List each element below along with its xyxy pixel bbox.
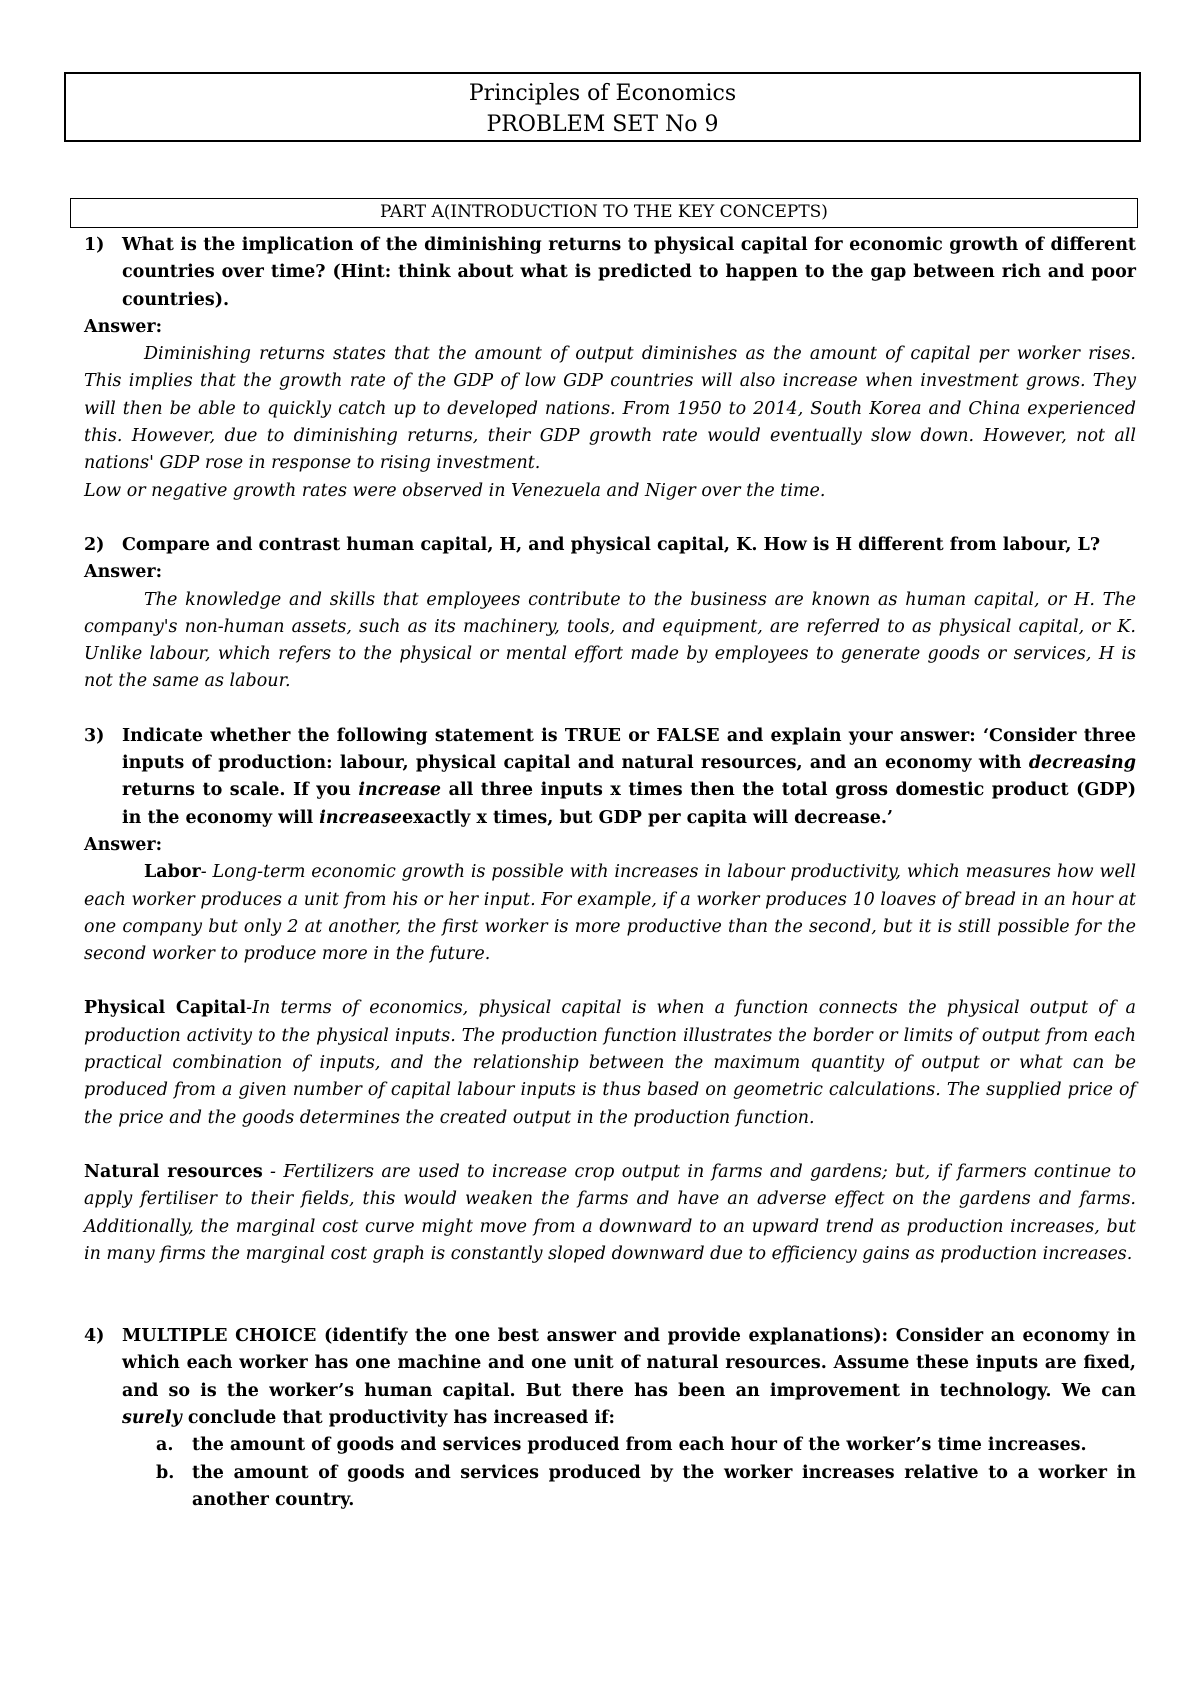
answer-label: Answer: (84, 562, 163, 583)
natural-resources-heading: Natural resources (84, 1161, 263, 1182)
option-letter: b. (156, 1462, 175, 1483)
option-letter: a. (156, 1435, 174, 1456)
option-b (156, 1460, 1136, 1515)
option-text: the amount of goods and services produced by the worker increases relative to a worker in another country. (192, 1462, 1136, 1510)
question-text-part: MULTIPLE CHOICE (identify the one best answer and provide explanations): Consider an economy in which each worker has one machine and one unit of natural resources. Assume these inputs are fixed, and so is the worker’s human capital. But there has been an improvement in technology. We can (122, 1326, 1136, 1401)
question-text (122, 1323, 1136, 1432)
question-4 (84, 1323, 1136, 1432)
question-text: What is the implication of the diminishing returns to physical capital for economic growth of different countries over time? (Hint: think about what is predicted to happen to the gap between rich and poor countries). (122, 235, 1136, 310)
question-1 (84, 232, 1136, 314)
answer-3-physical-capital (84, 995, 1136, 1131)
document-title-box (64, 72, 1141, 142)
labor-heading: Labor (144, 862, 201, 883)
natural-resources-text: - Fertilizers are used to increase crop output in farms and gardens; but, if farmers continue to apply fertiliser to their fields, this would weaken the farms and have an adverse effect on the gardens and farms. Additionally, the marginal cost curve might move from a downward to an upward trend as production increases, but in many firms the marginal cost graph is constantly sloped downward due to efficiency gains as production increases. (84, 1161, 1136, 1264)
question-text-part: all three inputs x times then the total gross domestic product (GDP) in the economy will (122, 780, 1136, 828)
question-emphasis: surely (122, 1407, 182, 1428)
question-emphasis: increase (358, 780, 442, 801)
question-number: 4) (84, 1326, 105, 1347)
spacer (84, 1268, 1136, 1323)
option-a (156, 1432, 1136, 1459)
question-number: 3) (84, 725, 105, 746)
spacer (84, 696, 1136, 723)
spacer (84, 1132, 1136, 1159)
answer-label: Answer: (84, 834, 163, 855)
answer-1-paragraph-2: Low or negative growth rates were observed in Venezuela and Niger over the time. (84, 480, 826, 501)
spacer (84, 968, 1136, 995)
question-text-part: conclude that productivity has increased if: (181, 1407, 616, 1428)
physical-capital-heading: Physical Capital (84, 998, 247, 1019)
question-text-part: Indicate whether the following statement is TRUE or FALSE and explain your answer: ‘Consider three inputs of production: labour, physical capital and natural resources, and an economy with (122, 725, 1136, 774)
question-number: 1) (84, 235, 105, 255)
problem-set-title: PROBLEM SET No 9 (486, 112, 719, 137)
question-text: Compare and contrast human capital, H, and physical capital, K. How is H different from labour, L? (122, 534, 1101, 555)
answer-1-paragraph-1: Diminishing returns states that the amount of output diminishes as the amount of capital per worker rises. This implies that the growth rate of the GDP of low GDP countries will also increase when investment grows. They will then be able to quickly catch up to developed nations. From 1950 to 2014, South Korea and China experienced this. However, due to diminishing returns, their GDP growth rate would eventually slow down. However, not all nations' GDP rose in response to rising investment. (84, 344, 1136, 474)
labor-text: - Long-term economic growth is possible with increases in labour productivity, which measures how well each worker produces a unit from his or her input. For example, if a worker produces 10 loaves of bread in an hour at one company but only 2 at another, the first worker is more productive than the second, but it is still possible for the second worker to produce more in the future. (84, 862, 1136, 965)
question-number: 2) (84, 534, 105, 555)
spacer (84, 505, 1136, 532)
document-body (84, 232, 1136, 1514)
course-title: Principles of Economics (468, 81, 737, 106)
answer-3-natural-resources (84, 1159, 1136, 1268)
answer-2-paragraph: The knowledge and skills that employees contribute to the business are known as human capital, or H. The company's non-human assets, such as its machinery, tools, and equipment, are referred to as physical capital, or K. Unlike labour, which refers to the physical or mental effort made by employees to generate goods or services, H is not the same as labour. (84, 589, 1136, 692)
question-3 (84, 723, 1136, 832)
physical-capital-text: -In terms of economics, physical capital is when a function connects the physical output of a production activity to the physical inputs. The production function illustrates the border or limits of output from each practical combination of inputs, and the relationship between the maximum quantity of output or what can be produced from a given number of capital labour inputs is thus based on geometric calculations. The supplied price of the price and the goods determines the created output in the production function. (84, 998, 1136, 1128)
answer-3-labor (84, 859, 1136, 968)
question-text (122, 723, 1136, 832)
question-emphasis: increase (319, 807, 402, 828)
part-a-heading: PART A(INTRODUCTION TO THE KEY CONCEPTS) (70, 198, 1138, 228)
answer-options (156, 1432, 1136, 1514)
question-text-part: returns to scale. If you (122, 780, 359, 801)
question-text-part: exactly x times, but GDP per capita will decrease.’ (401, 807, 894, 828)
question-emphasis: decreasing (1028, 753, 1136, 774)
question-2 (84, 532, 1136, 559)
answer-label: Answer: (84, 316, 163, 337)
option-text: the amount of goods and services produced from each hour of the worker’s time increases. (192, 1435, 1087, 1456)
